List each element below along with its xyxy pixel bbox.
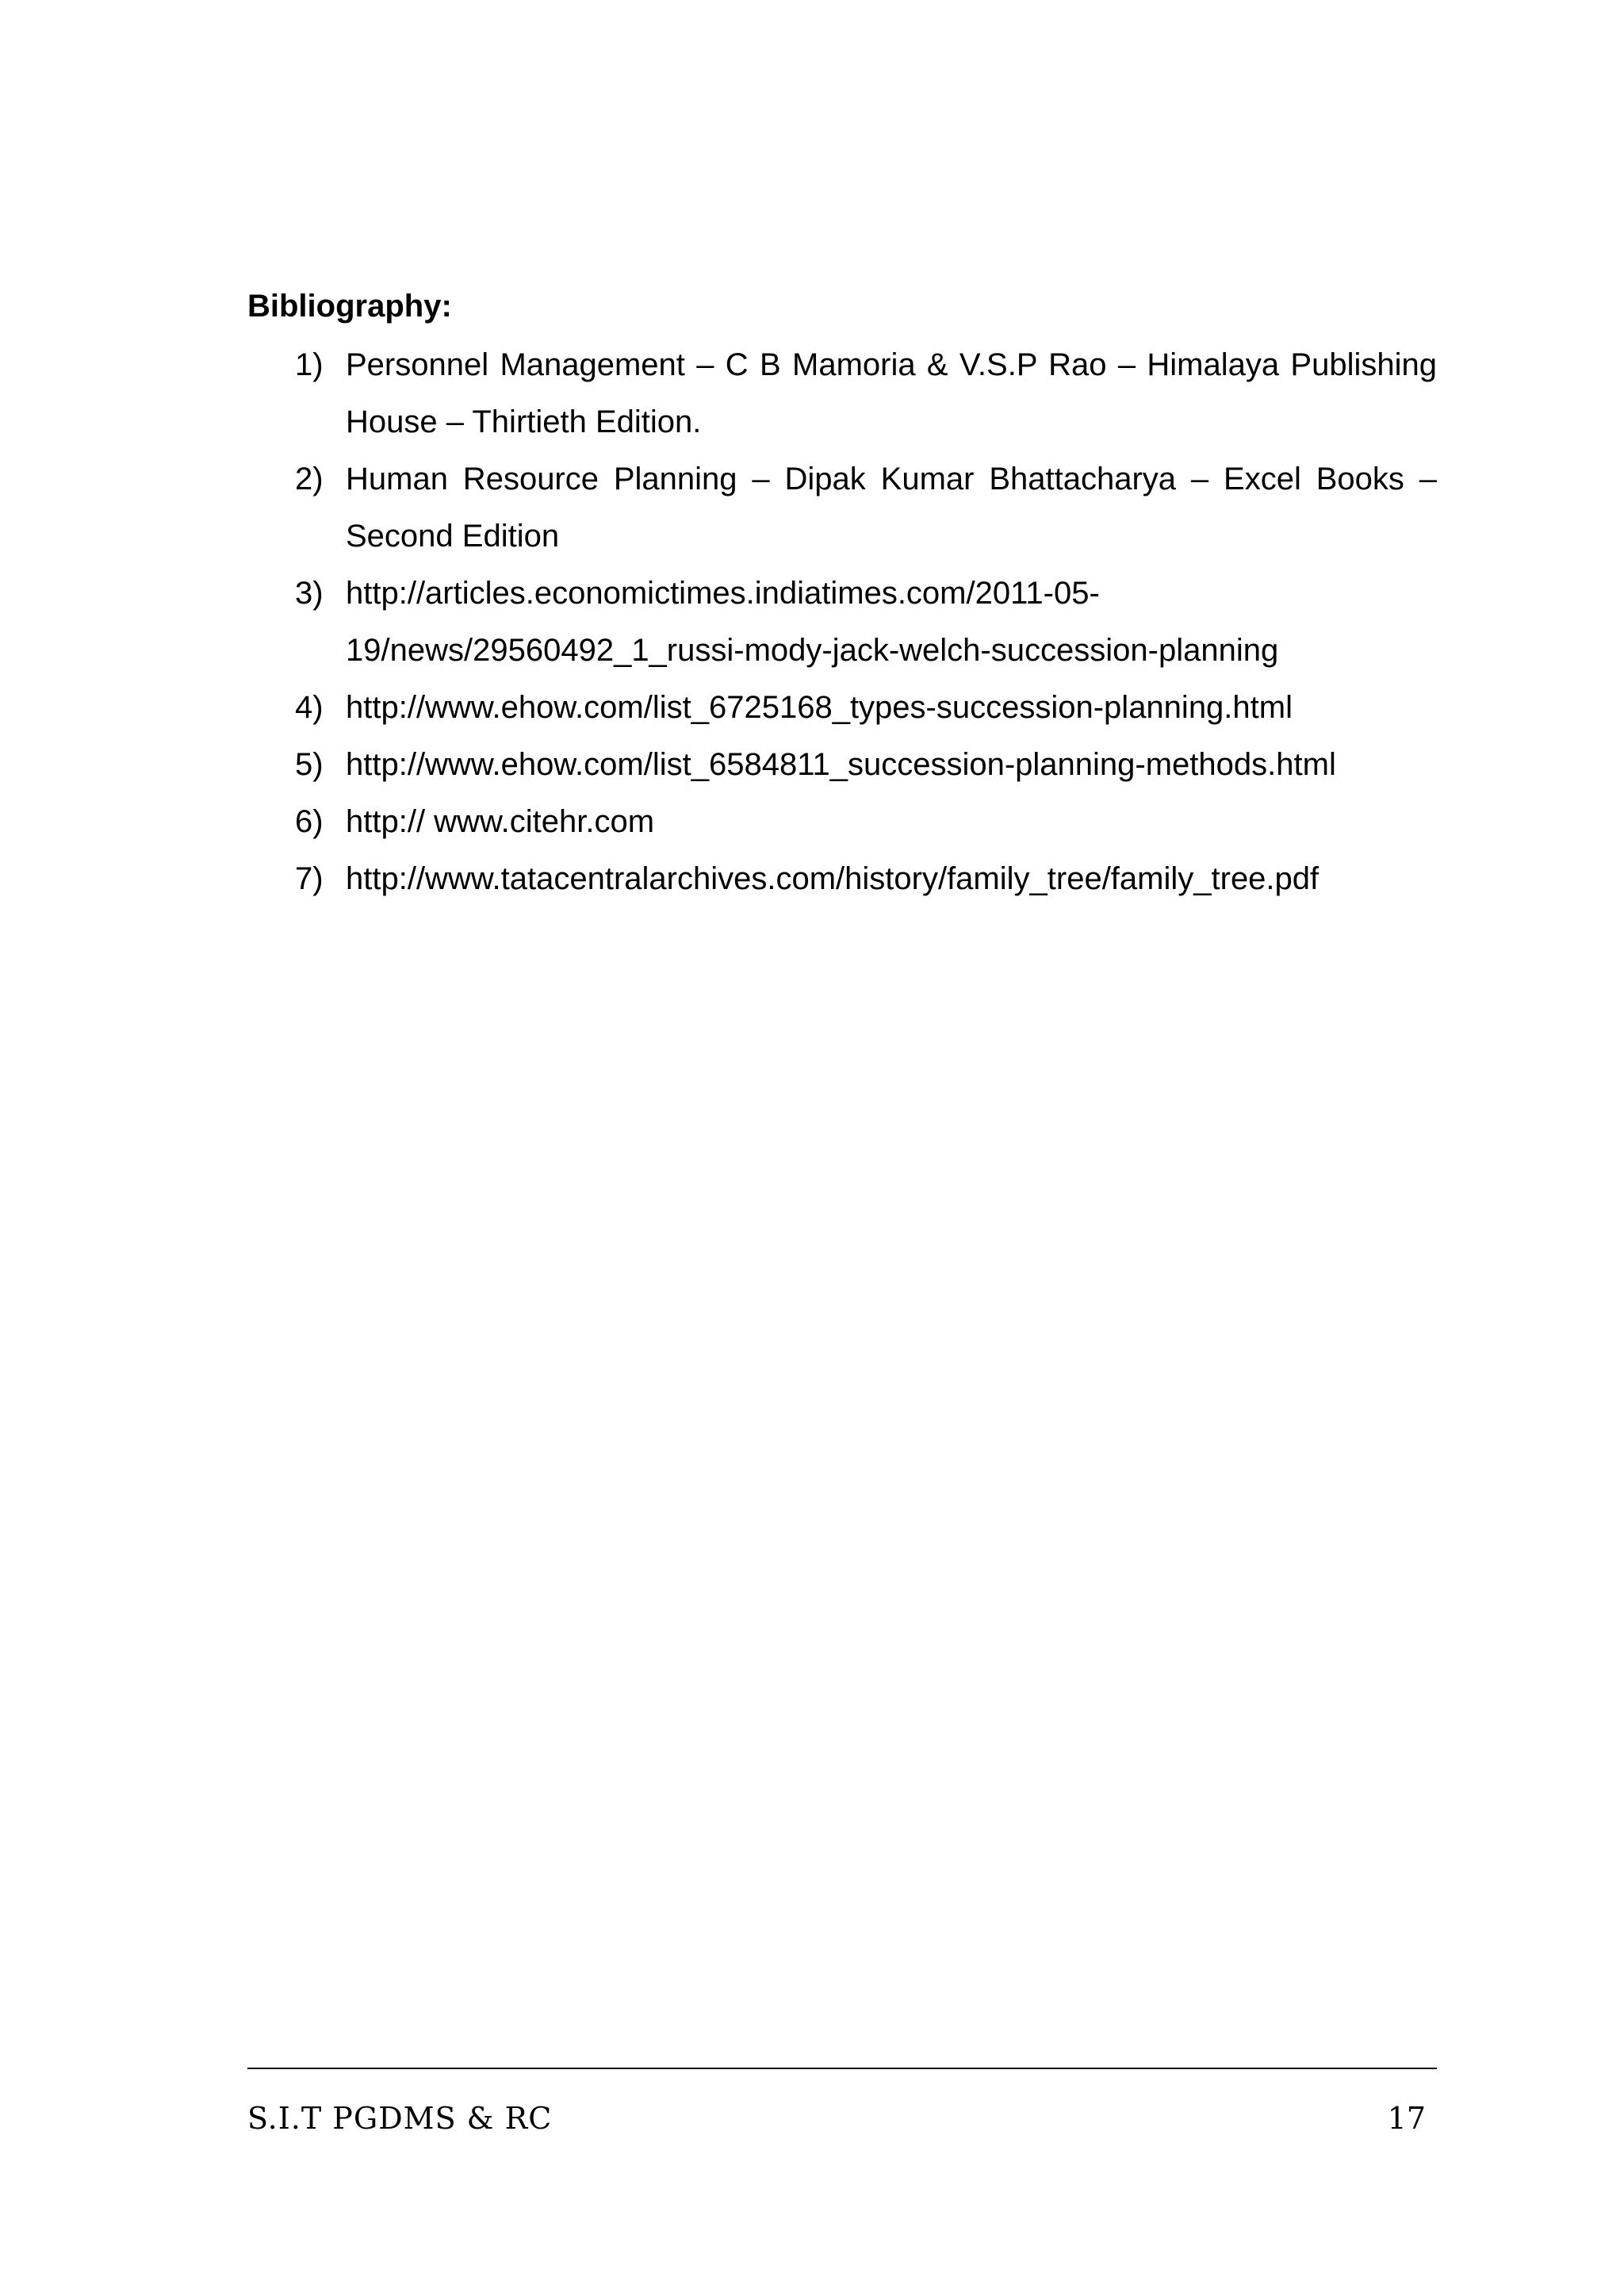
- footer-institution: S.I.T PGDMS & RC: [247, 2101, 553, 2136]
- item-text: Human Resource Planning – Dipak Kumar Bhattacharya – Excel Books – Second Edition: [346, 462, 1437, 554]
- bibliography-item-3: [295, 565, 1437, 679]
- bibliography-item-5: [295, 736, 1437, 793]
- bibliography-item-4: [295, 679, 1437, 736]
- footer-divider: [247, 2068, 1437, 2069]
- bibliography-item-2: [295, 450, 1437, 565]
- item-link: http://www.ehow.com/list_6725168_types-succession-planning.html: [346, 690, 1293, 725]
- page-number: 17: [1387, 2101, 1426, 2136]
- item-number: 2): [295, 462, 324, 496]
- item-number: 1): [295, 347, 324, 382]
- item-link: http:// www.citehr.com: [346, 804, 655, 839]
- item-number: 6): [295, 804, 324, 839]
- item-number: 4): [295, 690, 324, 725]
- bibliography-item-7: [295, 850, 1437, 907]
- bibliography-list: [295, 336, 1437, 907]
- bibliography-heading: Bibliography:: [247, 289, 452, 324]
- item-number: 3): [295, 576, 324, 611]
- item-link: http://www.ehow.com/list_6584811_succession-planning-methods.html: [346, 747, 1336, 782]
- item-number: 7): [295, 861, 324, 896]
- bibliography-item-6: [295, 793, 1437, 850]
- bibliography-item-1: [295, 336, 1437, 450]
- item-link: http://www.tatacentralarchives.com/history/family_tree/family_tree.pdf: [346, 861, 1320, 896]
- item-link-line-2: 19/news/29560492_1_russi-mody-jack-welch-succession-planning: [346, 633, 1279, 668]
- item-text: Personnel Management – C B Mamoria & V.S.P Rao – Himalaya Publishing House – Thirtieth Edition.: [346, 347, 1437, 439]
- item-number: 5): [295, 747, 324, 782]
- item-link-line-1: http://articles.economictimes.indiatimes.com/2011-05-: [346, 576, 1100, 611]
